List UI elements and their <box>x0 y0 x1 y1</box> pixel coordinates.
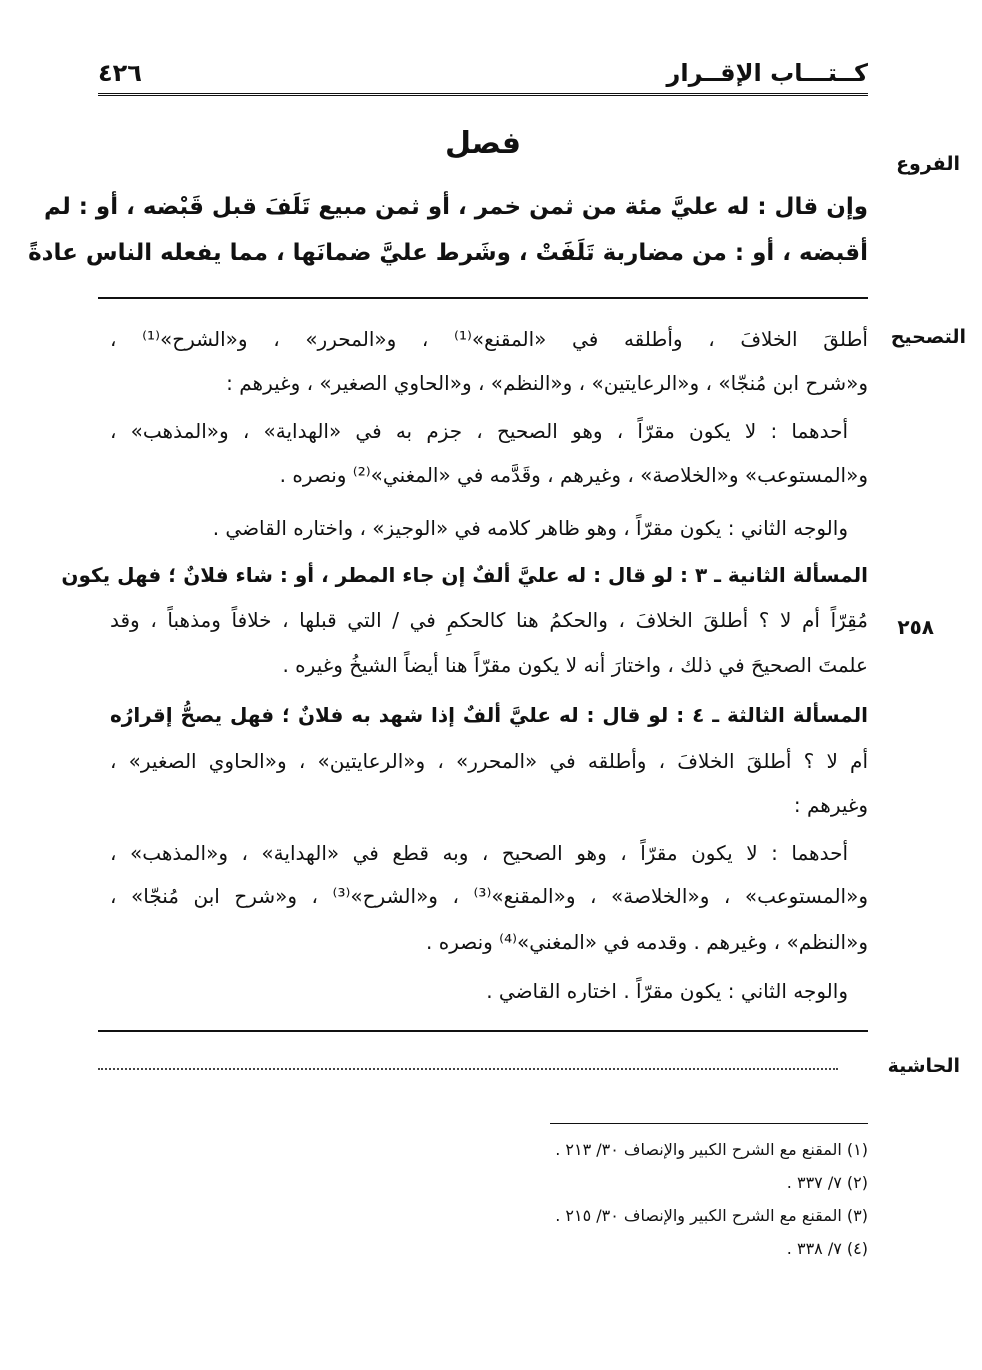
issue-heading-line: المسألة الثانية ـ ٣ : لو قال : له عليَّ ألفٌ إن جاء المطر ، أو : شاء فلانٌ ؛ فهل يكون <box>61 563 868 587</box>
margin-page-ref: ٢٥٨ <box>897 615 934 639</box>
side-label-tashih: التصحيح <box>890 326 966 348</box>
footnote: (٤) ٧/ ٣٣٨ . <box>786 1239 868 1258</box>
tashih-line: و«المستوعب» و«الخلاصة» ، وغيرهم ، وقَدَّمه في «المغني»⁽²⁾ ونصره . <box>279 463 868 487</box>
tashih-line: مُقِرّاً أم لا ؟ أطلقَ الخلافَ ، والحكمُ هنا كالحكمِ في / التي قبلها ، خلافاً ومذهباً ، وقد <box>110 608 868 632</box>
section-rule <box>98 1030 868 1032</box>
matn-line: وإن قال : له عليَّ مئة من ثمن خمر ، أو ثمن مبيع تَلَفَ قبل قَبْضه ، أو : لم <box>44 194 868 220</box>
hashiya-dotted-line <box>98 1068 838 1070</box>
tashih-line: و«النظم» ، وغيرهم . وقدمه في «المغني»⁽⁴⁾ ونصره . <box>426 930 868 954</box>
side-label-furu: الفروع <box>896 153 960 175</box>
issue-heading-line: المسألة الثالثة ـ ٤ : لو قال : له عليَّ ألفٌ إذا شهد به فلانٌ ؛ فهل يصحُّ إقرارُه <box>110 703 868 727</box>
section-rule <box>98 297 868 299</box>
tashih-line: و«شرح ابن مُنجّا» ، و«الرعايتين» ، و«النظم» ، و«الحاوي الصغير» ، وغيرهم : <box>226 371 868 395</box>
tashih-line: و«المستوعب» ، و«الخلاصة» ، و«المقنع»⁽³⁾ ، و«الشرح»⁽³⁾ ، و«شرح ابن مُنجّا» ، <box>110 884 869 908</box>
tashih-line: والوجه الثاني : يكون مقرّاً . اختاره القاضي . <box>486 979 848 1003</box>
section-heading: فصل <box>445 126 521 161</box>
footnote: (٢) ٧/ ٣٣٧ . <box>786 1173 868 1192</box>
footnote: (١) المقنع مع الشرح الكبير والإنصاف ٣٠/ ٢١٣ . <box>555 1140 868 1159</box>
matn-line: أقبضه ، أو : من مضاربة تَلَفَتْ ، وشَرط عليَّ ضمانَها ، مما يفعله الناس عادةً <box>28 240 868 266</box>
header-rule <box>98 93 868 99</box>
tashih-line: والوجه الثاني : يكون مقرّاً ، وهو ظاهر كلامه في «الوجيز» ، واختاره القاضي . <box>212 516 848 540</box>
side-label-hashiya: الحاشية <box>887 1055 960 1077</box>
tashih-line: أحدهما : لا يكون مقرّاً ، وهو الصحيح ، وبه قطع في «الهداية» ، و«المذهب» ، <box>110 841 848 865</box>
footnote: (٣) المقنع مع الشرح الكبير والإنصاف ٣٠/ ٢١٥ . <box>555 1206 868 1225</box>
tashih-line: أحدهما : لا يكون مقرّاً ، وهو الصحيح ، جزم به في «الهداية» ، و«المذهب» ، <box>110 419 848 443</box>
footnote-rule <box>550 1123 868 1124</box>
tashih-line: علمتَ الصحيحَ في ذلك ، واختارَ أنه لا يكون مقرّاً هنا أيضاً الشيخُ وغيره . <box>282 653 868 677</box>
page-number: ٤٢٦ <box>98 59 142 87</box>
tashih-line: أم لا ؟ أطلقَ الخلافَ ، وأطلقه في «المحرر» ، و«الرعايتين» ، و«الحاوي الصغير» ، <box>110 749 868 773</box>
tashih-line: أطلقَ الخلافَ ، وأطلقه في «المقنع»⁽¹⁾ ، و«المحرر» ، و«الشرح»⁽¹⁾ ، <box>110 327 868 351</box>
tashih-line: وغيرهم : <box>793 793 868 817</box>
running-head <box>98 58 868 88</box>
book-title: كــتـــاب الإقــرار <box>666 59 868 87</box>
